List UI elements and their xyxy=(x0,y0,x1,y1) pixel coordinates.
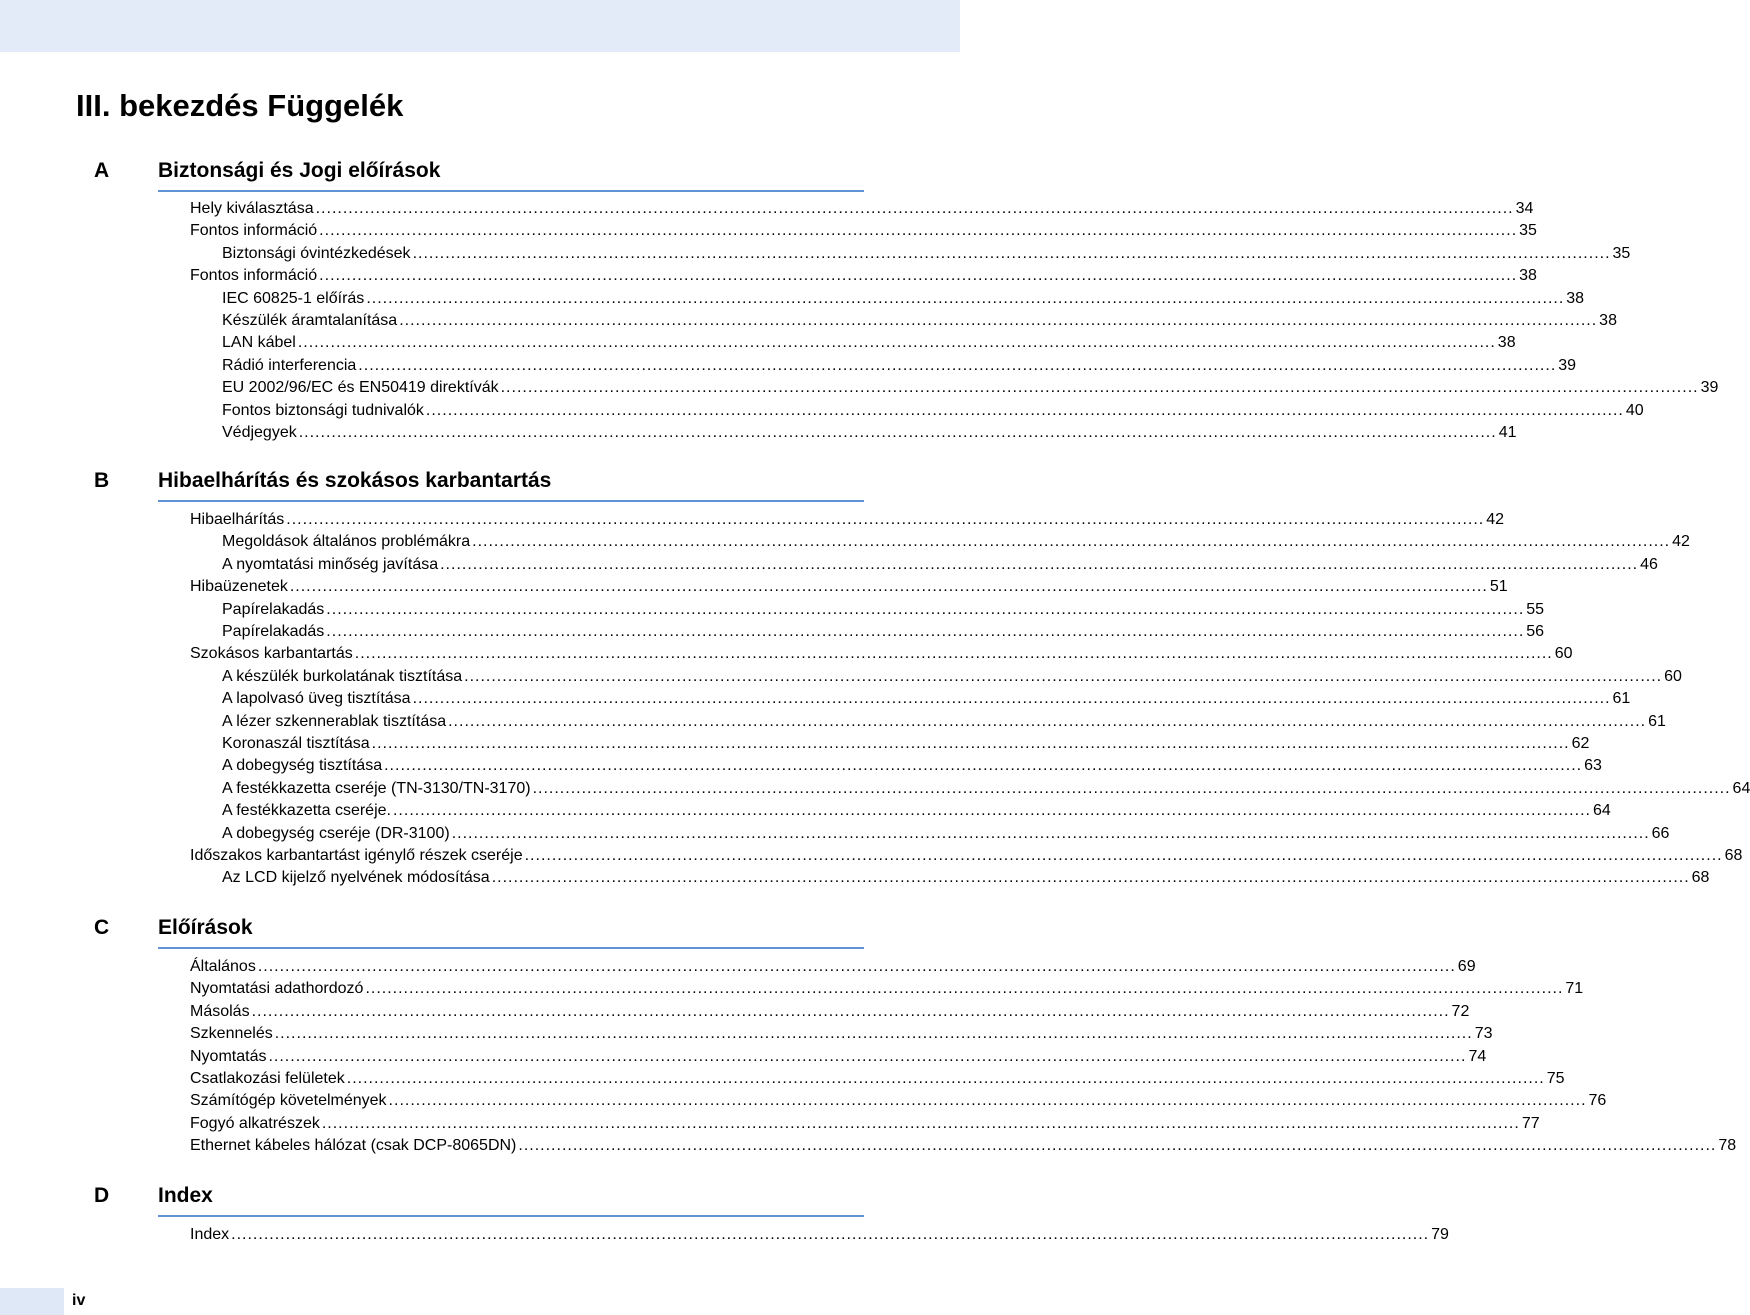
dot-leader: ............................................................................................................................................................................................................................ xyxy=(399,312,1598,329)
toc-entry[interactable] xyxy=(190,1001,1470,1023)
dot-leader: ............................................................................................................................................................................................................................ xyxy=(451,824,1650,842)
toc-entry-title[interactable]: Szokásos karbantartás xyxy=(190,645,353,663)
toc-entry-title[interactable]: Papírelakadás xyxy=(222,600,325,618)
toc-entry[interactable] xyxy=(222,823,1670,845)
section-letter: B xyxy=(94,469,110,492)
toc-entry-title[interactable]: A lapolvasó üveg tisztítása xyxy=(222,690,411,708)
toc-entry-title[interactable]: Hibaelhárítás xyxy=(190,511,285,528)
dot-leader: ............................................................................................................................................................................................................................ xyxy=(319,267,1518,285)
toc-entry-page[interactable]: 74 xyxy=(1468,1047,1487,1065)
dot-leader: ............................................................................................................................................................................................................................ xyxy=(286,511,1485,528)
toc-entry-title[interactable]: A készülék burkolatának tisztítása xyxy=(222,667,463,685)
toc-entry-title[interactable]: A nyomtatási minőség javítása xyxy=(222,555,439,573)
toc-entry[interactable] xyxy=(222,621,1545,643)
dot-leader: ............................................................................................................................................................................................................................ xyxy=(315,200,1514,217)
dot-leader: ............................................................................................................................................................................................................................ xyxy=(326,600,1525,618)
toc-entry-title[interactable]: Ethernet kábeles hálózat (csak DCP-8065DN) xyxy=(190,1137,517,1155)
toc-entry-title[interactable]: Biztonsági óvintézkedések xyxy=(222,244,411,262)
dot-leader: ............................................................................................................................................................................................................................ xyxy=(326,623,1525,640)
toc-entry[interactable] xyxy=(222,377,1719,399)
toc-entry-title[interactable]: Index xyxy=(190,1226,230,1243)
dot-leader: ............................................................................................................................................................................................................................ xyxy=(518,1137,1717,1155)
toc-entry[interactable] xyxy=(190,1113,1540,1135)
toc-entry-title[interactable]: Fontos információ xyxy=(190,267,318,285)
toc-entry-title[interactable]: Fontos biztonsági tudnivalók xyxy=(222,401,424,419)
toc-entry[interactable] xyxy=(222,778,1750,800)
toc-entry[interactable] xyxy=(222,400,1644,422)
toc-entry-title[interactable]: Az LCD kijelző nyelvének módosítása xyxy=(222,869,490,887)
dot-leader: ............................................................................................................................................................................................................................ xyxy=(412,690,1611,708)
toc-entry[interactable] xyxy=(190,1046,1487,1068)
toc-entry-page[interactable]: 77 xyxy=(1521,1114,1540,1132)
toc-entry-page[interactable]: 61 xyxy=(1612,690,1631,708)
dot-leader: ............................................................................................................................................................................................................................ xyxy=(257,958,1456,975)
dot-leader: ............................................................................................................................................................................................................................ xyxy=(384,757,1583,775)
dot-leader: ............................................................................................................................................................................................................................ xyxy=(319,222,1518,240)
section-letter: A xyxy=(94,159,110,182)
toc-entry[interactable] xyxy=(190,198,1534,220)
toc-entry-title[interactable]: A dobegység tisztítása xyxy=(222,757,383,775)
page-title: III. bekezdés Függelék xyxy=(76,88,404,123)
toc-entry-title[interactable]: Fogyó alkatrészek xyxy=(190,1114,320,1132)
toc-entry-page[interactable]: 38 xyxy=(1497,334,1516,352)
section-title[interactable]: Hibaelhárítás és szokásos karbantartás xyxy=(158,469,552,492)
toc-entry-title[interactable]: Megoldások általános problémákra xyxy=(222,533,471,551)
toc-entry-title[interactable]: A festékkazetta cseréje (TN-3130/TN-3170) xyxy=(222,779,531,797)
toc-entry-page[interactable]: 78 xyxy=(1718,1137,1737,1155)
toc-entry-title[interactable]: Nyomtatás xyxy=(190,1047,267,1065)
dot-leader: ............................................................................................................................................................................................................................ xyxy=(491,869,1690,887)
toc-entry-title[interactable]: Hely kiválasztása xyxy=(190,200,314,217)
toc-entry[interactable] xyxy=(222,422,1517,444)
toc-entry[interactable] xyxy=(190,1090,1607,1112)
dot-leader: ............................................................................................................................................................................................................................ xyxy=(392,802,1591,820)
toc-entry[interactable] xyxy=(190,978,1584,1000)
toc-entry-page[interactable]: 68 xyxy=(1724,847,1743,864)
toc-entry[interactable] xyxy=(222,288,1585,310)
section-divider xyxy=(158,500,864,502)
toc-entry-page[interactable]: 68 xyxy=(1691,869,1710,887)
toc-entry-page[interactable]: 61 xyxy=(1648,712,1666,730)
toc-entry[interactable] xyxy=(222,332,1516,354)
toc-entry[interactable] xyxy=(222,800,1611,822)
toc-entry[interactable] xyxy=(222,243,1631,265)
dot-leader: ............................................................................................................................................................................................................................ xyxy=(358,356,1557,374)
dot-leader: ............................................................................................................................................................................................................................ xyxy=(440,555,1639,573)
toc-entry[interactable] xyxy=(190,265,1537,287)
dot-leader: ............................................................................................................................................................................................................................ xyxy=(251,1002,1450,1020)
toc-entry-title[interactable]: Szkennelés xyxy=(190,1025,273,1043)
toc-entry-title[interactable]: A festékkazetta cseréje. xyxy=(222,802,391,820)
toc-entry-title[interactable]: Papírelakadás xyxy=(222,623,325,640)
toc-entry[interactable] xyxy=(190,509,1505,531)
toc-entry-page[interactable]: 69 xyxy=(1457,958,1476,975)
toc-entry-title[interactable]: Koronaszál tisztítása xyxy=(222,735,370,752)
dot-leader: ............................................................................................................................................................................................................................ xyxy=(464,667,1663,685)
toc-entry-title[interactable]: Nyomtatási adathordozó xyxy=(190,980,364,998)
toc-entry[interactable] xyxy=(222,733,1590,755)
toc-entry-page[interactable]: 34 xyxy=(1515,200,1534,217)
toc-entry-page[interactable]: 38 xyxy=(1599,312,1617,329)
dot-leader: ............................................................................................................................................................................................................................ xyxy=(524,847,1723,864)
toc-entry-page[interactable]: 72 xyxy=(1451,1002,1470,1020)
toc-entry-title[interactable]: A lézer szkennerablak tisztítása xyxy=(222,712,447,730)
toc-entry[interactable] xyxy=(222,755,1602,777)
toc-entry-page[interactable]: 35 xyxy=(1519,222,1537,240)
toc-entry-page[interactable]: 63 xyxy=(1584,757,1602,775)
toc-entry-page[interactable]: 55 xyxy=(1526,600,1545,618)
dot-leader: ............................................................................................................................................................................................................................ xyxy=(321,1114,1520,1132)
toc-entry[interactable] xyxy=(190,956,1476,978)
toc-entry-page[interactable]: 39 xyxy=(1558,356,1577,374)
dot-leader: ............................................................................................................................................................................................................................ xyxy=(354,645,1553,663)
section-title[interactable]: Biztonsági és Jogi előírások xyxy=(158,159,441,182)
toc-entry-page[interactable]: 42 xyxy=(1486,511,1505,528)
section-title[interactable]: Előírások xyxy=(158,916,253,939)
toc-entry-title[interactable]: LAN kábel xyxy=(222,334,296,352)
toc-entry-title[interactable]: Készülék áramtalanítása xyxy=(222,312,398,329)
toc-entry[interactable] xyxy=(190,1135,1737,1157)
section-letter: D xyxy=(94,1184,110,1207)
dot-leader: ............................................................................................................................................................................................................................ xyxy=(532,779,1731,797)
toc-entry-page[interactable]: 40 xyxy=(1625,401,1644,419)
toc-entry-page[interactable]: 60 xyxy=(1664,667,1682,685)
toc-entry-title[interactable]: Számítógép követelmények xyxy=(190,1092,387,1110)
toc-entry-title[interactable]: Időszakos karbantartást igénylő részek cseréje xyxy=(190,847,523,864)
toc-entry-title[interactable]: Másolás xyxy=(190,1002,250,1020)
dot-leader: ............................................................................................................................................................................................................................ xyxy=(346,1070,1545,1087)
toc-entry-page[interactable]: 35 xyxy=(1612,244,1631,262)
toc-entry-title[interactable]: EU 2002/96/EC és EN50419 direktívák xyxy=(222,379,499,397)
toc-entry-page[interactable]: 66 xyxy=(1651,824,1670,842)
dot-leader: ............................................................................................................................................................................................................................ xyxy=(388,1092,1587,1110)
toc-entry-page[interactable]: 73 xyxy=(1474,1025,1493,1043)
toc-entry[interactable] xyxy=(190,576,1508,598)
toc-entry[interactable] xyxy=(222,310,1617,332)
toc-entry-title[interactable]: Általános xyxy=(190,958,256,975)
toc-entry[interactable] xyxy=(222,554,1658,576)
toc-entry-page[interactable]: 75 xyxy=(1546,1070,1565,1087)
dot-leader: ............................................................................................................................................................................................................................ xyxy=(298,424,1497,441)
footer-tab xyxy=(0,1288,64,1315)
dot-leader: ............................................................................................................................................................................................................................ xyxy=(448,712,1647,730)
toc-entry-page[interactable]: 60 xyxy=(1554,645,1573,663)
toc-entry-page[interactable]: 38 xyxy=(1566,289,1585,307)
toc-entry-page[interactable]: 71 xyxy=(1565,980,1584,998)
dot-leader: ............................................................................................................................................................................................................................ xyxy=(366,289,1565,307)
toc-entry-title[interactable]: Védjegyek xyxy=(222,424,297,441)
toc-entry-page[interactable]: 62 xyxy=(1571,735,1590,752)
dot-leader: ............................................................................................................................................................................................................................ xyxy=(231,1226,1430,1243)
toc-entry-page[interactable]: 39 xyxy=(1700,379,1719,397)
toc-entry[interactable] xyxy=(190,643,1573,665)
dot-leader: ............................................................................................................................................................................................................................ xyxy=(274,1025,1473,1043)
toc-entry[interactable] xyxy=(190,1224,1449,1246)
toc-entry[interactable] xyxy=(222,531,1690,553)
toc-entry-page[interactable]: 56 xyxy=(1526,623,1545,640)
dot-leader: ............................................................................................................................................................................................................................ xyxy=(472,533,1671,551)
toc-entry-page[interactable]: 46 xyxy=(1640,555,1658,573)
toc-entry-page[interactable]: 64 xyxy=(1732,779,1750,797)
toc-entry-title[interactable]: Csatlakozási felületek xyxy=(190,1070,345,1087)
toc-entry[interactable] xyxy=(190,1023,1493,1045)
toc-entry[interactable] xyxy=(222,355,1577,377)
toc-entry-page[interactable]: 38 xyxy=(1519,267,1537,285)
toc-entry-page[interactable]: 41 xyxy=(1498,424,1517,441)
dot-leader: ............................................................................................................................................................................................................................ xyxy=(412,244,1611,262)
toc-entry-title[interactable]: Fontos információ xyxy=(190,222,318,240)
dot-leader: ............................................................................................................................................................................................................................ xyxy=(365,980,1564,998)
toc-entry-page[interactable]: 42 xyxy=(1672,533,1690,551)
dot-leader: ............................................................................................................................................................................................................................ xyxy=(268,1047,1467,1065)
page-number: iv xyxy=(72,1292,86,1309)
dot-leader: ............................................................................................................................................................................................................................ xyxy=(297,334,1496,352)
toc-entry-title[interactable]: Rádió interferencia xyxy=(222,356,357,374)
section-divider xyxy=(158,190,864,192)
toc-entry-page[interactable]: 51 xyxy=(1489,578,1508,596)
toc-entry-title[interactable]: Hibaüzenetek xyxy=(190,578,288,596)
toc-entry[interactable] xyxy=(222,688,1631,710)
toc-entry[interactable] xyxy=(222,711,1666,733)
toc-entry-title[interactable]: IEC 60825-1 előírás xyxy=(222,289,365,307)
section-letter: C xyxy=(94,916,110,939)
toc-entry-page[interactable]: 64 xyxy=(1592,802,1611,820)
toc-entry[interactable] xyxy=(190,1068,1565,1090)
toc-entry[interactable] xyxy=(222,867,1710,889)
dot-leader: ............................................................................................................................................................................................................................ xyxy=(371,735,1570,752)
dot-leader: ............................................................................................................................................................................................................................ xyxy=(500,379,1699,397)
toc-entry-page[interactable]: 79 xyxy=(1431,1226,1449,1243)
toc-entry[interactable] xyxy=(222,666,1682,688)
dot-leader: ............................................................................................................................................................................................................................ xyxy=(289,578,1488,596)
toc-entry[interactable] xyxy=(222,599,1545,621)
toc-entry[interactable] xyxy=(190,220,1537,242)
section-title[interactable]: Index xyxy=(158,1184,213,1207)
toc-entry-title[interactable]: A dobegység cseréje (DR-3100) xyxy=(222,824,450,842)
toc-entry[interactable] xyxy=(190,845,1743,867)
top-band xyxy=(0,0,960,52)
toc-entry-page[interactable]: 76 xyxy=(1588,1092,1607,1110)
section-divider xyxy=(158,947,864,949)
section-divider xyxy=(158,1215,864,1217)
dot-leader: ............................................................................................................................................................................................................................ xyxy=(425,401,1624,419)
